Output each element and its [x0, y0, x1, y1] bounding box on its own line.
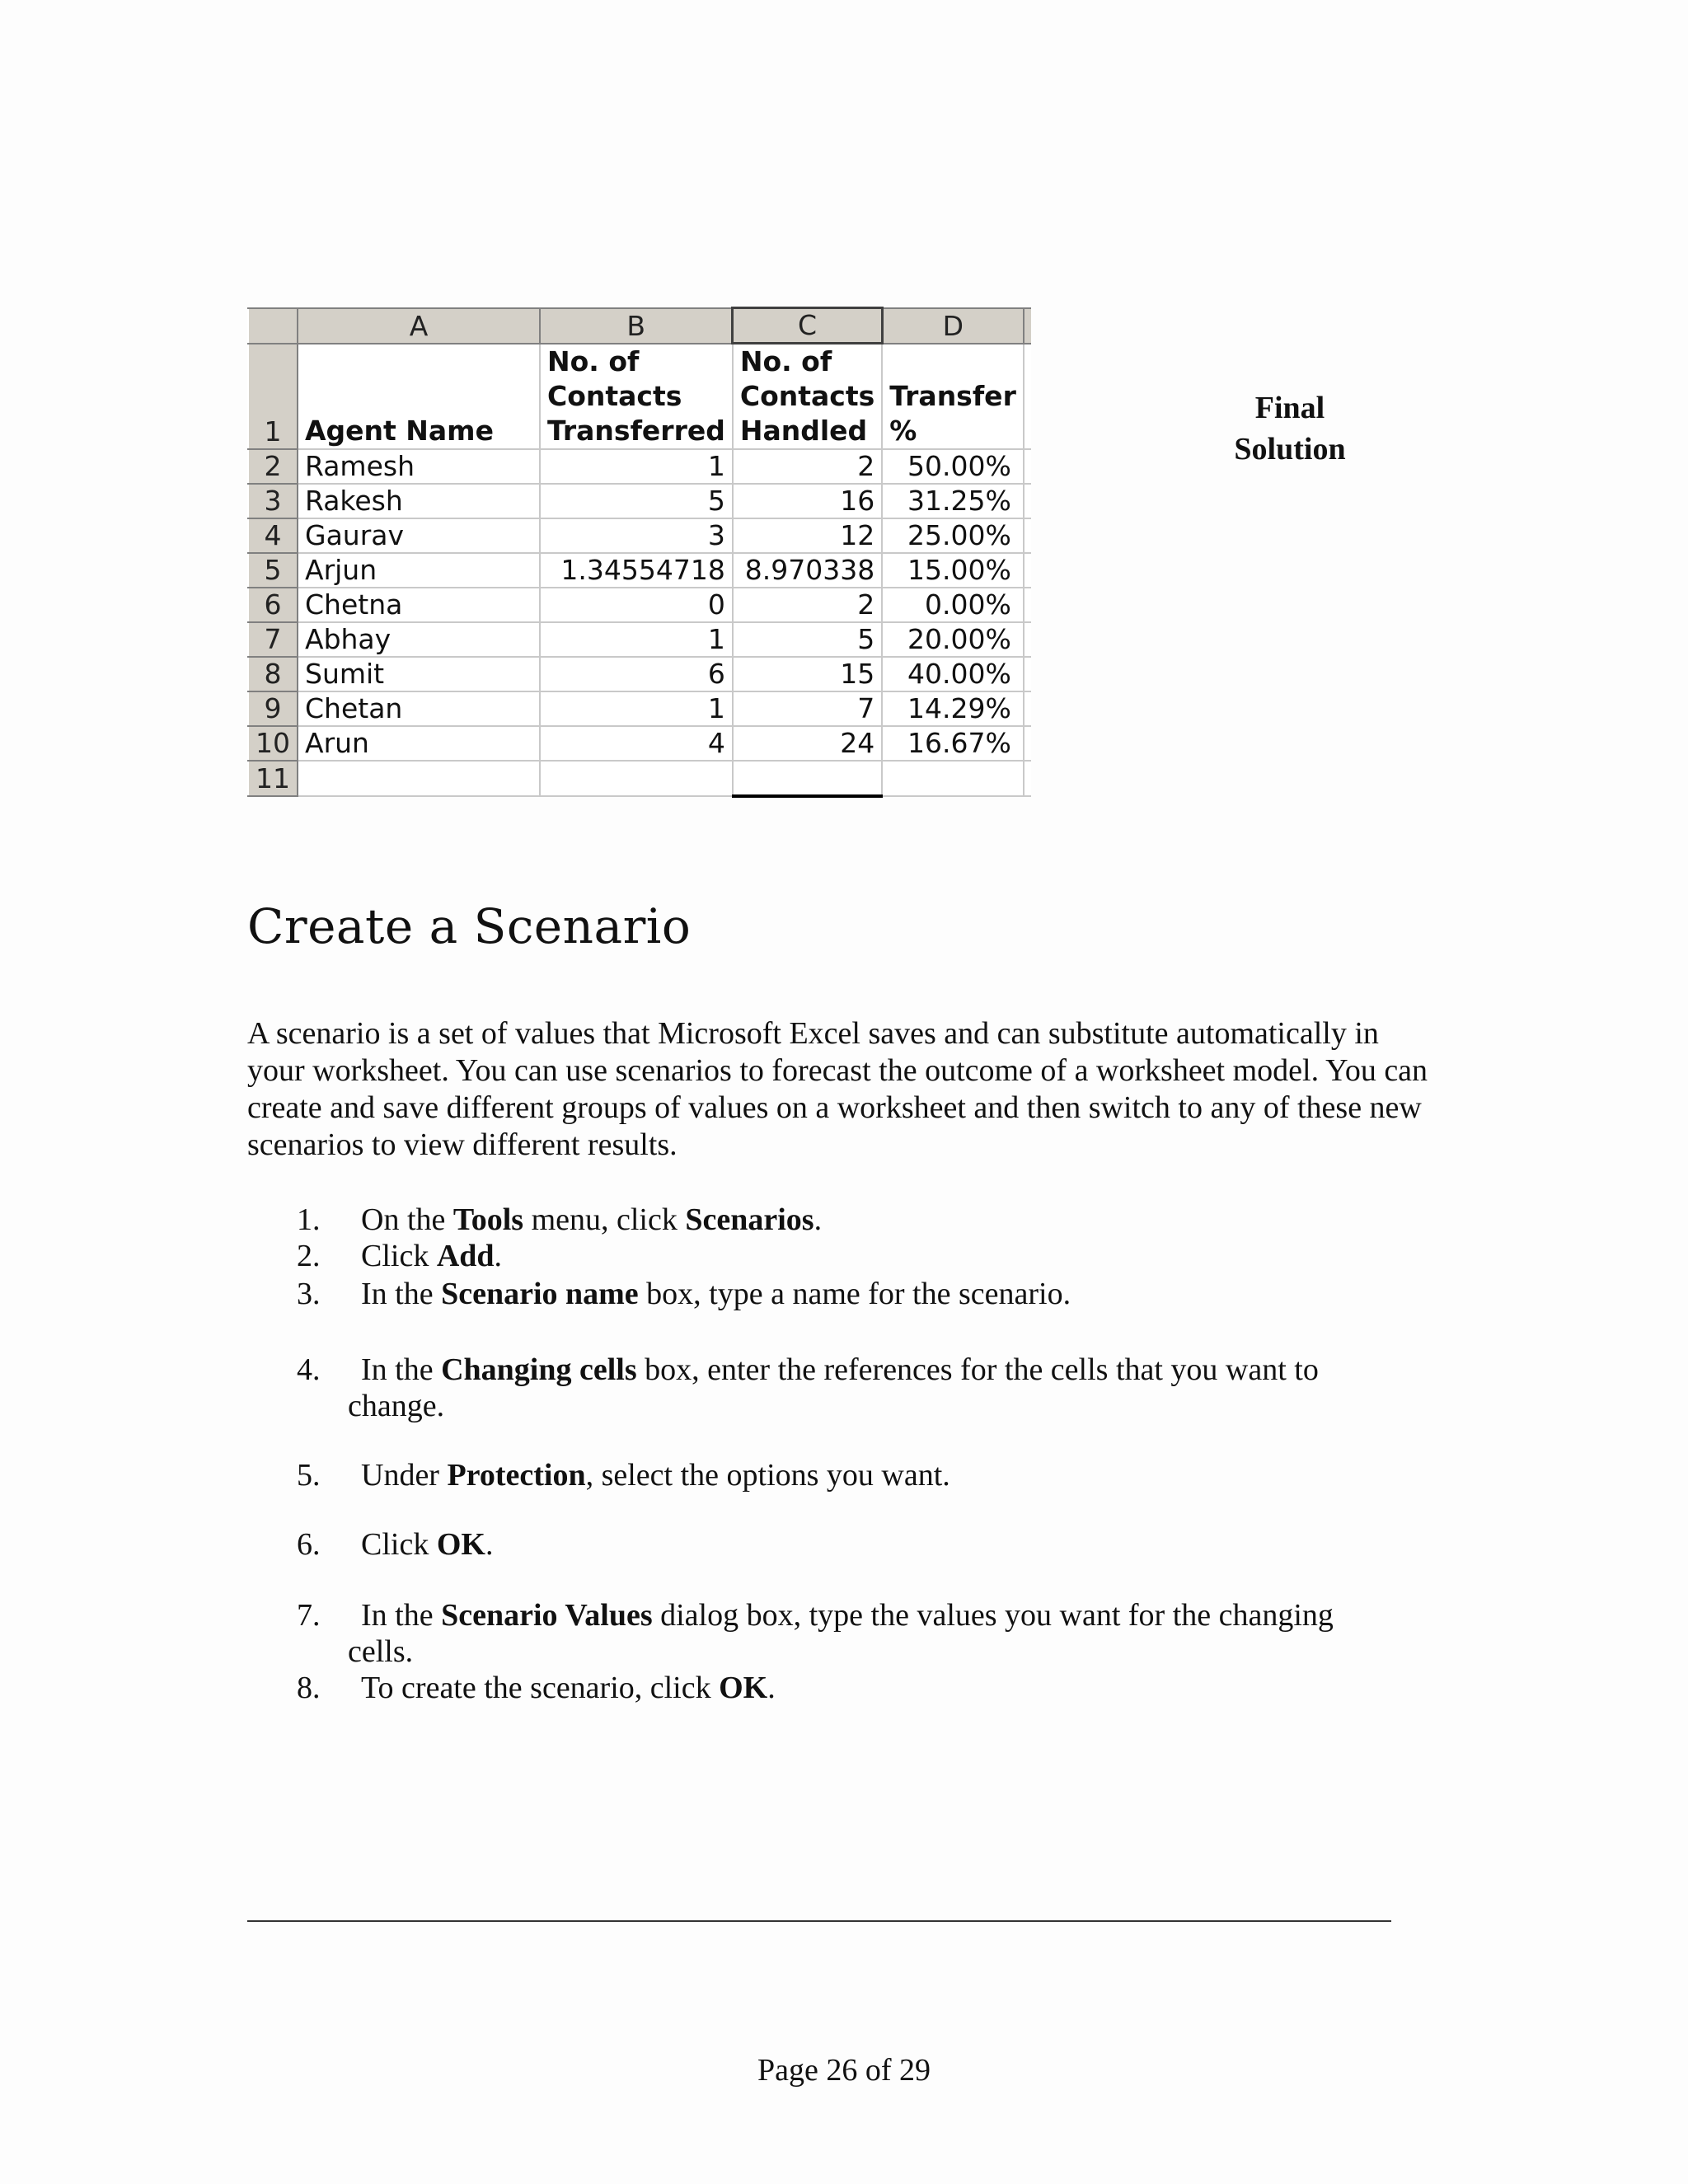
- cell-handled[interactable]: 16: [733, 484, 882, 518]
- step-number: 7.: [297, 1598, 321, 1633]
- step-text-part: , select the options you want.: [585, 1458, 950, 1493]
- step-text: [348, 1352, 1424, 1424]
- spreadsheet-table: [247, 307, 1031, 798]
- step-text-part: OK: [436, 1527, 485, 1562]
- empty-cell[interactable]: [1024, 553, 1031, 588]
- row-header[interactable]: 3: [248, 484, 298, 518]
- step-text-part: In the: [361, 1277, 442, 1311]
- row-header[interactable]: 9: [248, 691, 298, 726]
- cell-agent-name[interactable]: Ramesh: [298, 449, 540, 484]
- row-header[interactable]: 6: [248, 588, 298, 622]
- table-row: [248, 553, 1031, 588]
- column-header-a[interactable]: A: [298, 308, 540, 344]
- empty-cell[interactable]: [298, 761, 540, 796]
- empty-cell[interactable]: [1024, 588, 1031, 622]
- table-row-empty: [248, 761, 1031, 796]
- step-text: [348, 1597, 1424, 1670]
- empty-cell[interactable]: [1024, 691, 1031, 726]
- step-text-part: menu, click: [523, 1202, 686, 1237]
- empty-cell[interactable]: [1024, 344, 1031, 450]
- step-text-part: .: [814, 1202, 823, 1237]
- step-text-part: .: [494, 1239, 503, 1273]
- cell-agent-name[interactable]: Gaurav: [298, 518, 540, 553]
- step-text-part: dialog box, type the values you want for the changing: [652, 1598, 1334, 1633]
- cell-transfer-pct[interactable]: 25.00%: [882, 518, 1024, 553]
- step-text: [361, 1238, 1424, 1274]
- cell-agent-name[interactable]: Rakesh: [298, 484, 540, 518]
- column-header-d[interactable]: D: [882, 308, 1024, 344]
- cell-agent-name[interactable]: Sumit: [298, 657, 540, 691]
- step-text-part: box, enter the references for the cells that you want to: [636, 1352, 1319, 1387]
- cell-agent-name[interactable]: Chetan: [298, 691, 540, 726]
- empty-cell[interactable]: [1024, 657, 1031, 691]
- intro-paragraph: A scenario is a set of values that Microsoft Excel saves and can substitute automatically in your worksheet. You can use scenarios to forecast the outcome of a worksheet model. You can create and save different groups of values on a worksheet and then switch to any of these new scenarios to view different results.: [247, 1016, 1428, 1162]
- cell-transferred[interactable]: 1: [540, 449, 733, 484]
- cell-transferred[interactable]: 6: [540, 657, 733, 691]
- cell-handled[interactable]: 7: [733, 691, 882, 726]
- table-row: [248, 657, 1031, 691]
- step-number: 3.: [297, 1277, 321, 1311]
- cell-transferred[interactable]: 1: [540, 691, 733, 726]
- step-number: 4.: [297, 1352, 321, 1387]
- data-rows: [248, 449, 1031, 761]
- step-number: 1.: [297, 1202, 321, 1237]
- cell-transferred[interactable]: 1.34554718: [540, 553, 733, 588]
- cell-transferred[interactable]: 1: [540, 622, 733, 657]
- cell-handled[interactable]: 5: [733, 622, 882, 657]
- cell-transfer-pct[interactable]: 0.00%: [882, 588, 1024, 622]
- cell-transfer-pct[interactable]: 50.00%: [882, 449, 1024, 484]
- step-text-part: Protection: [447, 1458, 586, 1493]
- step-number: 2.: [297, 1239, 321, 1273]
- header-contacts-handled[interactable]: No. of Contacts Handled: [733, 344, 882, 450]
- cell-agent-name[interactable]: Arun: [298, 726, 540, 761]
- cell-agent-name[interactable]: Chetna: [298, 588, 540, 622]
- row-header[interactable]: 10: [248, 726, 298, 761]
- row-header[interactable]: 7: [248, 622, 298, 657]
- column-header-e-partial[interactable]: [1024, 308, 1031, 344]
- row-header[interactable]: 2: [248, 449, 298, 484]
- empty-cell[interactable]: [1024, 622, 1031, 657]
- table-row: [248, 484, 1031, 518]
- step-text-part: Scenario Values: [441, 1598, 653, 1633]
- step-number: 6.: [297, 1527, 321, 1562]
- final-solution-label: [1212, 387, 1368, 470]
- cell-agent-name[interactable]: Arjun: [298, 553, 540, 588]
- table-row: [248, 449, 1031, 484]
- step-text-part: .: [485, 1527, 494, 1562]
- step-number: 8.: [297, 1671, 321, 1705]
- select-all-corner[interactable]: [248, 308, 298, 344]
- selected-cell-c11[interactable]: [733, 761, 882, 796]
- step-text-part: Tools: [452, 1202, 524, 1237]
- step-number: 5.: [297, 1458, 321, 1493]
- footer-divider: [247, 1920, 1391, 1922]
- cell-handled[interactable]: 12: [733, 518, 882, 553]
- step-text-part: Click: [361, 1527, 437, 1562]
- header-transfer-pct[interactable]: Transfer %: [882, 344, 1024, 450]
- cell-transfer-pct[interactable]: 14.29%: [882, 691, 1024, 726]
- final-label-line1: Final: [1254, 391, 1325, 425]
- final-label-line2: Solution: [1234, 432, 1346, 466]
- step-text: [361, 1276, 1424, 1312]
- row-header-1[interactable]: 1: [248, 344, 298, 450]
- row-header[interactable]: 8: [248, 657, 298, 691]
- step-text-part: .: [767, 1671, 776, 1705]
- empty-cell[interactable]: [1024, 449, 1031, 484]
- cell-transfer-pct[interactable]: 31.25%: [882, 484, 1024, 518]
- step-text-part: In the: [361, 1352, 442, 1387]
- cell-handled[interactable]: 2: [733, 449, 882, 484]
- step-text-part: Changing cells: [441, 1352, 637, 1387]
- table-row: [248, 691, 1031, 726]
- cell-transferred[interactable]: 0: [540, 588, 733, 622]
- cell-agent-name[interactable]: Abhay: [298, 622, 540, 657]
- step-text-part: Add: [436, 1239, 495, 1273]
- column-header-row: [248, 308, 1031, 344]
- cell-transfer-pct[interactable]: 16.67%: [882, 726, 1024, 761]
- step-text-part: On the: [361, 1202, 453, 1237]
- page-number: Page 26 of 29: [757, 2053, 931, 2088]
- table-header-row: [248, 344, 1031, 450]
- cell-handled[interactable]: 2: [733, 588, 882, 622]
- cell-handled[interactable]: 15: [733, 657, 882, 691]
- step-text-part: To create the scenario, click: [361, 1671, 720, 1705]
- column-header-c[interactable]: C: [733, 308, 882, 344]
- step-text: [361, 1202, 1424, 1238]
- row-header[interactable]: 4: [248, 518, 298, 553]
- empty-cell[interactable]: [540, 761, 733, 796]
- cell-handled[interactable]: 8.970338: [733, 553, 882, 588]
- step-text-part: box, type a name for the scenario.: [638, 1277, 1071, 1311]
- cell-transfer-pct[interactable]: 15.00%: [882, 553, 1024, 588]
- row-header-11[interactable]: 11: [248, 761, 298, 796]
- step-text-part: Scenarios: [685, 1202, 814, 1237]
- step-text-part: Scenario name: [441, 1277, 639, 1311]
- cell-transfer-pct[interactable]: 40.00%: [882, 657, 1024, 691]
- step-text-part: Under: [361, 1458, 448, 1493]
- cell-handled[interactable]: 24: [733, 726, 882, 761]
- step-text-continued: cells.: [348, 1634, 414, 1669]
- empty-cell[interactable]: [1024, 761, 1031, 796]
- table-row: [248, 518, 1031, 553]
- step-text: [361, 1670, 1424, 1706]
- table-row: [248, 726, 1031, 761]
- column-header-b[interactable]: B: [540, 308, 733, 344]
- empty-cell[interactable]: [1024, 518, 1031, 553]
- cell-transfer-pct[interactable]: 20.00%: [882, 622, 1024, 657]
- table-row: [248, 588, 1031, 622]
- table-row: [248, 622, 1031, 657]
- empty-cell[interactable]: [882, 761, 1024, 796]
- empty-cell[interactable]: [1024, 484, 1031, 518]
- header-agent-name[interactable]: Agent Name: [298, 344, 540, 450]
- empty-cell[interactable]: [1024, 726, 1031, 761]
- step-text-part: In the: [361, 1598, 442, 1633]
- cell-transferred[interactable]: 4: [540, 726, 733, 761]
- section-heading: Create a Scenario: [247, 898, 692, 954]
- cell-transferred[interactable]: 3: [540, 518, 733, 553]
- step-text-part: Click: [361, 1239, 437, 1273]
- row-header[interactable]: 5: [248, 553, 298, 588]
- step-text-part: OK: [719, 1671, 768, 1705]
- step-text: [361, 1457, 1424, 1493]
- header-contacts-transferred[interactable]: No. of Contacts Transferred: [540, 344, 733, 450]
- step-text-continued: change.: [348, 1389, 445, 1423]
- step-text: [361, 1526, 1424, 1563]
- cell-transferred[interactable]: 5: [540, 484, 733, 518]
